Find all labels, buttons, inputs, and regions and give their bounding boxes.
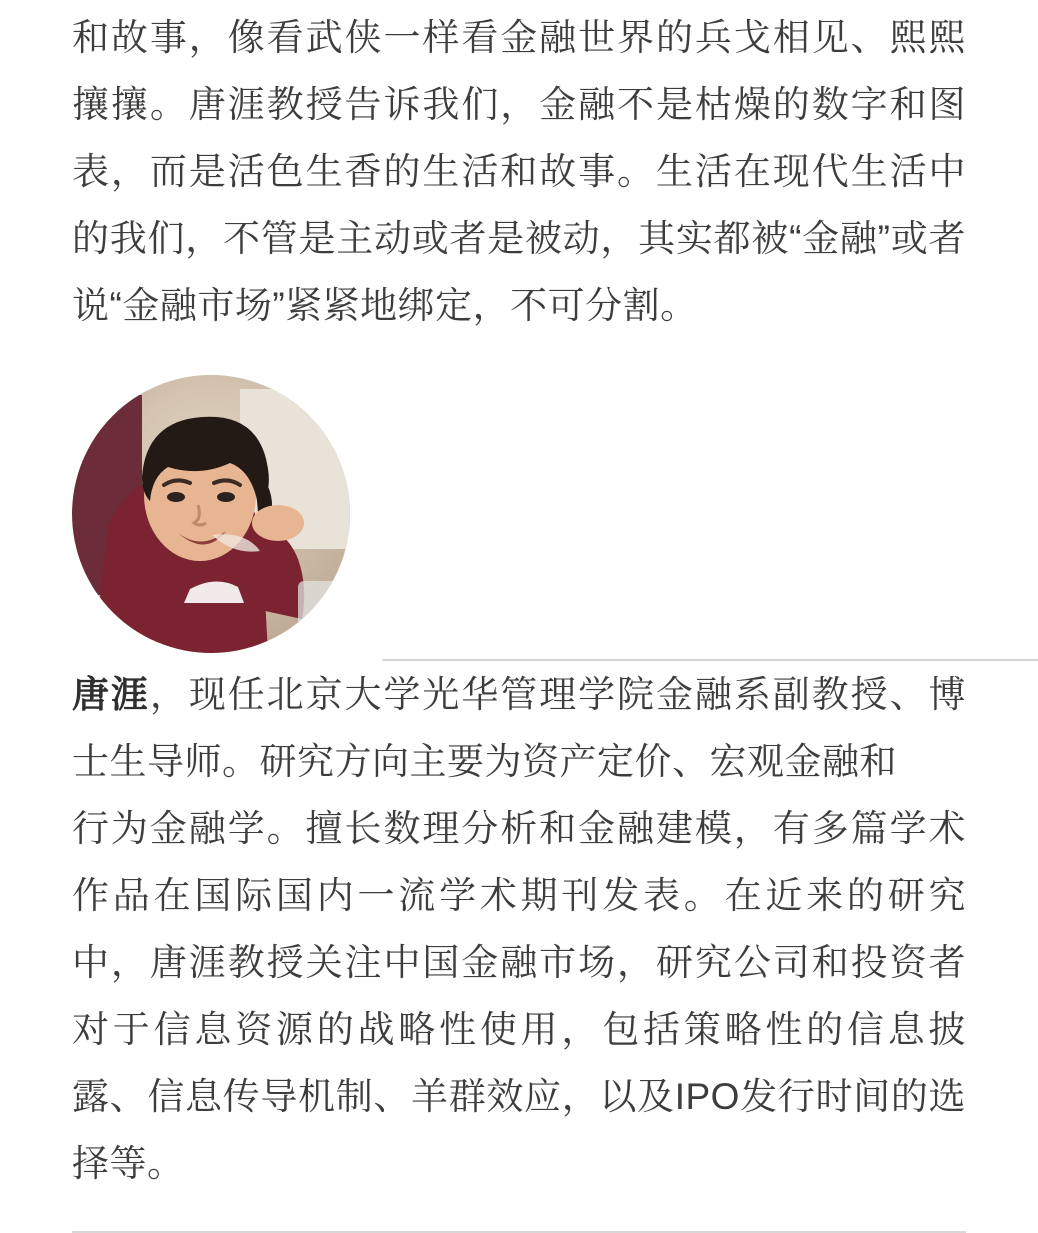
bio-intro-text: 现任北京大学光华管理学院金融系副教授、博士生导师。研究方向主要为资产定价、宏观金融和 bbox=[72, 674, 967, 782]
lead-paragraph: 和故事，像看武侠一样看金融世界的兵戈相见、熙熙攘攘。唐涯教授告诉我们，金融不是枯燥的数字和图表，而是活色生香的生活和故事。生活在现代生活中的我们，不管是主动或者是被动，其实都被“金融”或者说“金融市场”紧紧地绑定，不可分割。 bbox=[72, 17, 966, 326]
author-bio-block bbox=[72, 371, 966, 1233]
name-separator: ， bbox=[149, 674, 189, 715]
author-name: 唐涯 bbox=[72, 674, 150, 715]
avatar bbox=[72, 375, 350, 653]
bio-intro-paragraph bbox=[72, 661, 966, 795]
bio-divider-top bbox=[382, 659, 1038, 661]
bio-continuation-paragraph: 行为金融学。擅长数理分析和金融建模，有多篇学术作品在国际国内一流学术期刊发表。在近来的研究中，唐涯教授关注中国金融市场，研究公司和投资者对于信息资源的战略性使用，包括策略性的信息披露、信息传导机制、羊群效应，以及IPO发行时间的选择等。 bbox=[72, 808, 966, 1184]
